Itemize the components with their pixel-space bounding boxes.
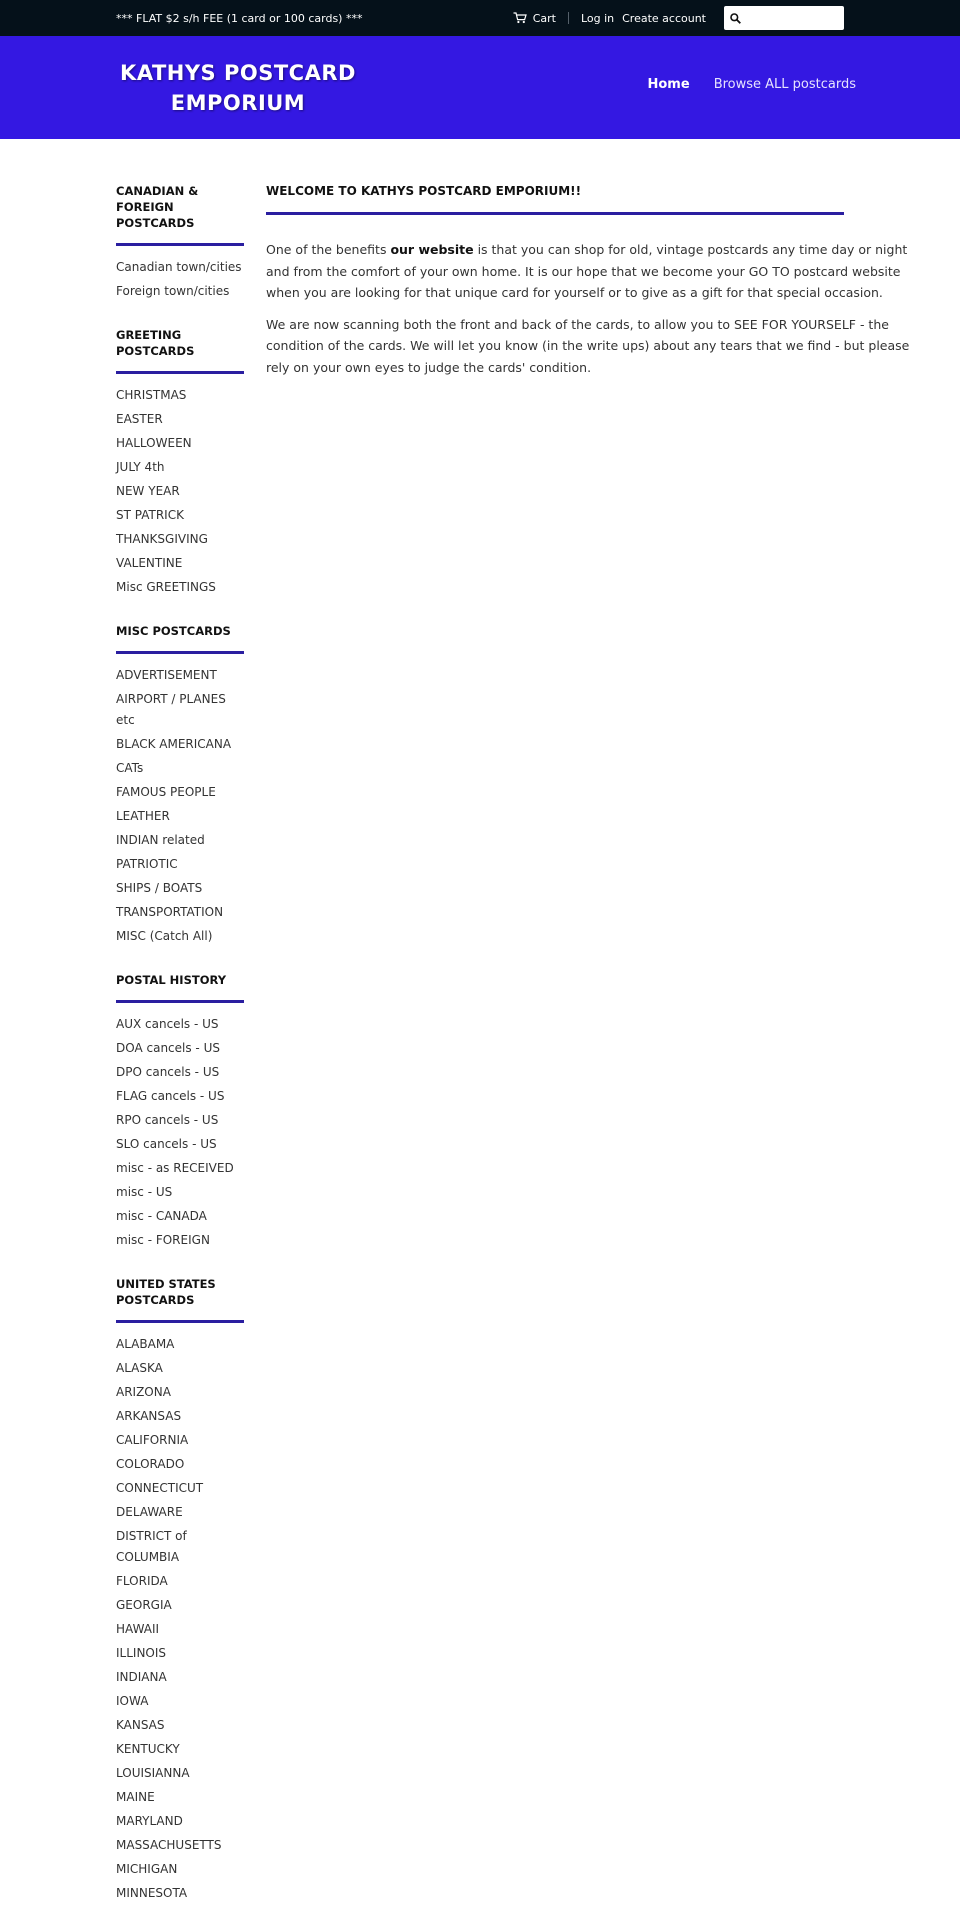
sidebar-link[interactable]: CATs (116, 761, 144, 775)
category-divider (116, 1320, 244, 1323)
login-link[interactable]: Log in (580, 11, 615, 25)
sidebar-link[interactable]: ADVERTISEMENT (116, 668, 217, 682)
sidebar-link[interactable]: HAWAII (116, 1622, 160, 1636)
category-divider (116, 371, 244, 374)
cart-label: Cart (532, 11, 556, 25)
page-title: WELCOME TO KATHYS POSTCARD EMPORIUM!! (266, 184, 582, 198)
sidebar-link[interactable]: CHRISTMAS (116, 388, 187, 402)
sidebar-link[interactable]: RPO cancels - US (116, 1113, 219, 1127)
sidebar-link[interactable]: DELAWARE (116, 1505, 183, 1519)
sidebar-category-title: UNITED STATES POSTCARDS (116, 1277, 216, 1307)
sidebar-category-list (116, 1333, 244, 1906)
sidebar-link[interactable]: ST PATRICK (116, 508, 184, 522)
sidebar-link[interactable]: ALABAMA (116, 1337, 175, 1351)
sidebar-link[interactable]: ARKANSAS (116, 1409, 182, 1423)
sidebar-link[interactable]: JULY 4th (116, 460, 165, 474)
sidebar-link[interactable]: SLO cancels - US (116, 1137, 217, 1151)
scanning-paragraph: We are now scanning both the front and back of the cards, to allow you to SEE FOR YOURSELF - the condition of the cards. We will let you know (in the write ups) about any tears that we find - but please rely on your own eyes to judge the cards' condition. (266, 316, 910, 375)
sidebar-link[interactable]: misc - US (116, 1185, 173, 1199)
category-divider (116, 1000, 244, 1003)
search-icon[interactable] (730, 13, 741, 24)
sidebar-link[interactable]: ALASKA (116, 1361, 163, 1375)
sidebar-link[interactable]: MINNESOTA (116, 1886, 188, 1900)
sidebar-category-list (116, 384, 244, 600)
sidebar-link[interactable]: INDIANA (116, 1670, 167, 1684)
category-divider (116, 651, 244, 654)
sidebar (116, 183, 244, 1929)
sidebar-link[interactable]: AUX cancels - US (116, 1017, 219, 1031)
sidebar-link[interactable]: EASTER (116, 412, 163, 426)
nav-item-home[interactable]: Home (647, 77, 690, 92)
sidebar-link[interactable]: ARIZONA (116, 1385, 171, 1399)
sidebar-link[interactable]: PATRIOTIC (116, 857, 178, 871)
sidebar-link[interactable]: MARYLAND (116, 1814, 183, 1828)
sidebar-link[interactable]: DISTRICT of COLUMBIA (116, 1529, 187, 1564)
sidebar-link[interactable]: DPO cancels - US (116, 1065, 220, 1079)
sidebar-link[interactable]: MISC (Catch All) (116, 929, 213, 943)
sidebar-link[interactable]: THANKSGIVING (116, 532, 208, 546)
sidebar-category-title: CANADIAN & FOREIGN POSTCARDS (116, 184, 199, 230)
create-account-link[interactable]: Create account (622, 11, 706, 25)
sidebar-link[interactable]: MAINE (116, 1790, 155, 1804)
sidebar-category-title: MISC POSTCARDS (116, 624, 231, 638)
title-divider (266, 212, 844, 215)
category-divider (116, 243, 244, 246)
divider (568, 12, 569, 24)
intro-paragraph: One of the benefits our website is that you can shop for old, vintage postcards any time day or night and from the comfort of your own home. It is our hope that we become your GO TO postcard website when you are looking for that unique card for yourself or to give as a gift for that special occasion. (266, 242, 908, 300)
site-logo[interactable]: KATHYS POSTCARD EMPORIUM (120, 61, 356, 115)
sidebar-link[interactable]: GEORGIA (116, 1598, 172, 1612)
sidebar-link[interactable]: FLORIDA (116, 1574, 168, 1588)
sidebar-link[interactable]: COLORADO (116, 1457, 185, 1471)
site-header (0, 36, 960, 139)
nav-item-browse-all-postcards[interactable]: Browse ALL postcards (713, 77, 856, 92)
sidebar-link[interactable]: KENTUCKY (116, 1742, 180, 1756)
sidebar-link[interactable]: VALENTINE (116, 556, 183, 570)
main-nav (648, 77, 857, 92)
sidebar-link[interactable]: CONNECTICUT (116, 1481, 204, 1495)
sidebar-link[interactable]: NEW YEAR (116, 484, 180, 498)
cart-icon (513, 12, 527, 24)
sidebar-link[interactable]: MICHIGAN (116, 1862, 178, 1876)
top-links (513, 6, 844, 30)
top-bar (0, 0, 960, 36)
sidebar-link[interactable]: misc - CANADA (116, 1209, 207, 1223)
sidebar-link[interactable]: FAMOUS PEOPLE (116, 785, 216, 799)
sidebar-category-list (116, 256, 244, 304)
sidebar-link[interactable]: SHIPS / BOATS (116, 881, 203, 895)
sidebar-link[interactable]: AIRPORT / PLANES etc (116, 692, 226, 727)
sidebar-link[interactable]: Misc GREETINGS (116, 580, 216, 594)
search-box (724, 6, 844, 30)
sidebar-link[interactable]: MASSACHUSETTS (116, 1838, 222, 1852)
sidebar-link[interactable]: ILLINOIS (116, 1646, 167, 1660)
sidebar-link[interactable]: misc - as RECEIVED (116, 1161, 234, 1175)
sidebar-link[interactable]: Foreign town/cities (116, 284, 230, 298)
sidebar-link[interactable]: TRANSPORTATION (116, 905, 224, 919)
sidebar-link[interactable]: HALLOWEEN (116, 436, 192, 450)
sidebar-category-title: POSTAL HISTORY (116, 973, 227, 987)
announcement-text: *** FLAT $2 s/h FEE (1 card or 100 cards) *** (116, 11, 363, 25)
sidebar-link[interactable]: Canadian town/cities (116, 260, 242, 274)
bold-website: our website (390, 242, 474, 257)
sidebar-category-list (116, 1013, 244, 1253)
sidebar-link[interactable]: FLAG cancels - US (116, 1089, 225, 1103)
sidebar-link[interactable]: IOWA (116, 1694, 149, 1708)
sidebar-link[interactable]: CALIFORNIA (116, 1433, 189, 1447)
sidebar-category-list (116, 664, 244, 949)
sidebar-link[interactable]: misc - FOREIGN (116, 1233, 210, 1247)
sidebar-link[interactable]: KANSAS (116, 1718, 165, 1732)
sidebar-link[interactable]: DOA cancels - US (116, 1041, 220, 1055)
sidebar-link[interactable]: INDIAN related (116, 833, 205, 847)
main-content (266, 183, 911, 388)
sidebar-link[interactable]: LEATHER (116, 809, 170, 823)
search-input[interactable] (745, 7, 841, 29)
sidebar-link[interactable]: LOUISIANNA (116, 1766, 190, 1780)
sidebar-link[interactable]: BLACK AMERICANA (116, 737, 232, 751)
sidebar-category-title: GREETING POSTCARDS (116, 328, 195, 358)
cart-link[interactable] (513, 12, 556, 25)
